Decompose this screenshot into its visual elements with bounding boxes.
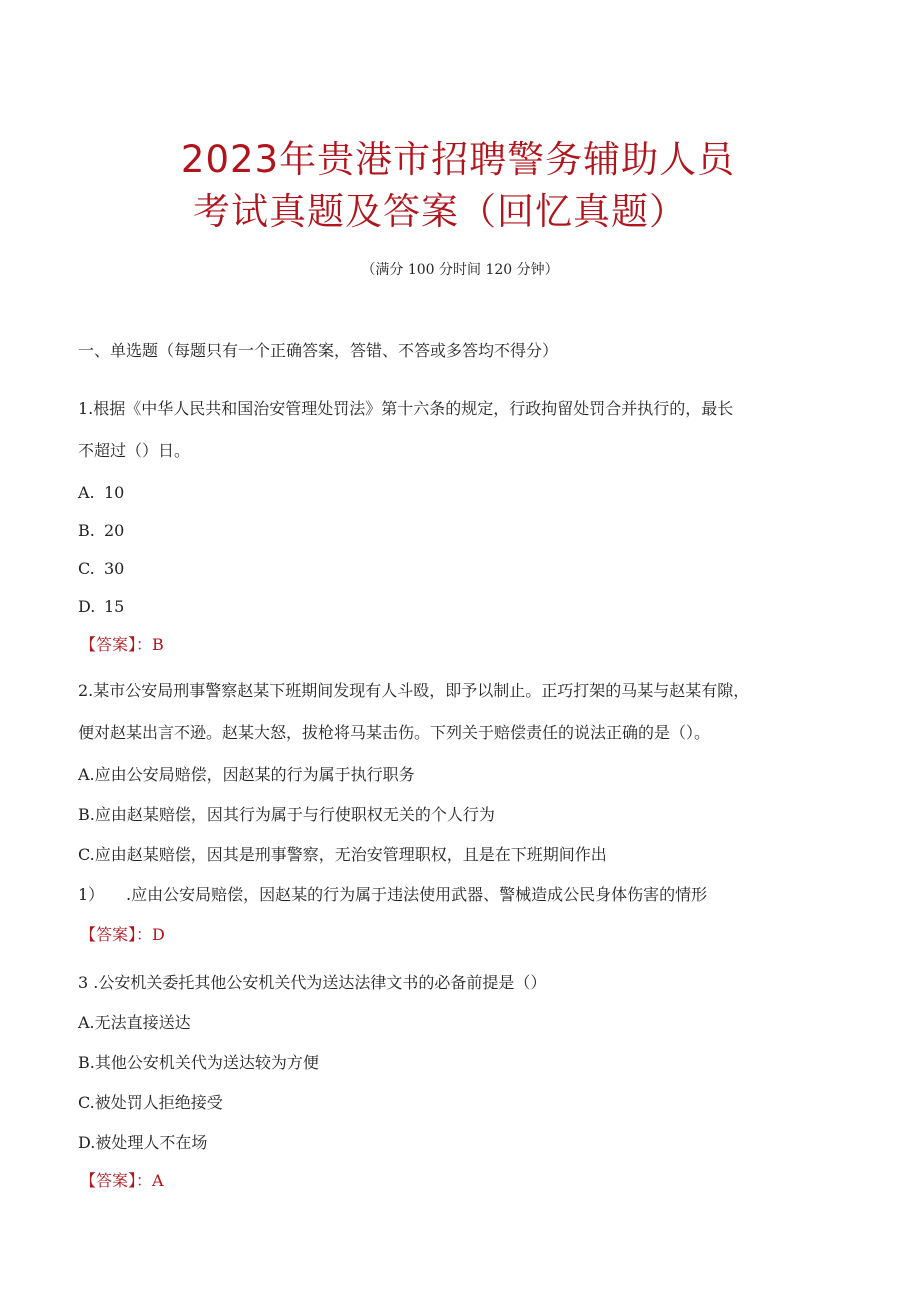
question-3-answer <box>80 1170 164 1192</box>
document-title-line2: 考试真题及答案（回忆真题） <box>193 190 687 233</box>
question-1-option-a <box>78 482 124 504</box>
question-2-option-c <box>78 844 607 866</box>
question-1-option-d <box>78 596 124 618</box>
document-title-line1: 2023年贵港市招聘警务辅助人员 <box>180 138 736 181</box>
question-3-stem: 3 .公安机关委托其他公安机关代为送达法律文书的必备前提是（） <box>78 973 547 992</box>
option-text: 应由公安局赔偿，因赵某的行为属于执行职务 <box>94 765 415 784</box>
option-letter: 1） <box>78 885 105 904</box>
answer-label: 【答案】： <box>80 925 153 944</box>
option-letter: B. <box>78 521 95 540</box>
option-letter: C. <box>78 559 95 578</box>
option-letter: D. <box>78 1133 96 1152</box>
option-letter: B. <box>78 805 95 824</box>
option-text: 20 <box>104 521 125 540</box>
question-2-stem-line2: 便对赵某出言不逊。赵某大怒，拔枪将马某击伤。下列关于赔偿责任的说法正确的是（）。 <box>78 723 711 742</box>
question-1-stem-line1: 1.根据《中华人民共和国治安管理处罚法》第十六条的规定，行政拘留处罚合并执行的，最长 <box>78 399 734 418</box>
question-2-option-a <box>78 764 415 786</box>
exam-score-time-note: （满分 100 分时间 120 分钟） <box>361 262 559 278</box>
option-text: 15 <box>104 597 125 616</box>
option-text: 应由赵某赔偿，因其是刑事警察，无治安管理职权，且是在下班期间作出 <box>94 845 607 864</box>
section-heading: 一、单选题（每题只有一个正确答案，答错、不答或多答均不得分） <box>78 341 559 360</box>
option-letter: A. <box>78 483 95 502</box>
question-2-option-d <box>78 884 707 906</box>
option-letter: C. <box>78 1093 95 1112</box>
question-3-option-a <box>78 1012 191 1034</box>
answer-label: 【答案】： <box>80 1171 153 1190</box>
option-letter: A. <box>78 765 95 784</box>
question-3-option-b <box>78 1052 319 1074</box>
option-text: 无法直接送达 <box>94 1013 191 1032</box>
question-2-stem-line1: 2.某市公安局刑事警察赵某下班期间发现有人斗殴，即予以制止。正巧打架的马某与赵某有隙， <box>78 681 750 700</box>
question-1-option-c <box>78 558 124 580</box>
option-letter: B. <box>78 1053 95 1072</box>
question-2-option-b <box>78 804 495 826</box>
question-1-option-b <box>78 520 124 542</box>
option-text: 被处理人不在场 <box>95 1133 208 1152</box>
option-text: 被处罚人拒绝接受 <box>94 1093 223 1112</box>
option-text: 应由赵某赔偿，因其行为属于与行使职权无关的个人行为 <box>94 805 495 824</box>
option-letter: D. <box>78 597 96 616</box>
question-1-stem-line2: 不超过（）日。 <box>78 441 191 460</box>
question-2-answer <box>80 924 165 946</box>
option-text: 30 <box>104 559 125 578</box>
option-text: .应由公安局赔偿，因赵某的行为属于违法使用武器、警械造成公民身体伤害的情形 <box>126 885 708 904</box>
option-letter: A. <box>78 1013 95 1032</box>
answer-value: B <box>152 635 164 654</box>
option-letter: C. <box>78 845 95 864</box>
answer-label: 【答案】： <box>80 635 153 654</box>
answer-value: D <box>152 925 165 944</box>
answer-value: A <box>152 1171 164 1190</box>
question-3-option-d <box>78 1132 207 1154</box>
option-text: 其他公安机关代为送达较为方便 <box>94 1053 319 1072</box>
question-3-option-c <box>78 1092 223 1114</box>
option-text: 10 <box>104 483 125 502</box>
question-1-answer <box>80 634 164 656</box>
